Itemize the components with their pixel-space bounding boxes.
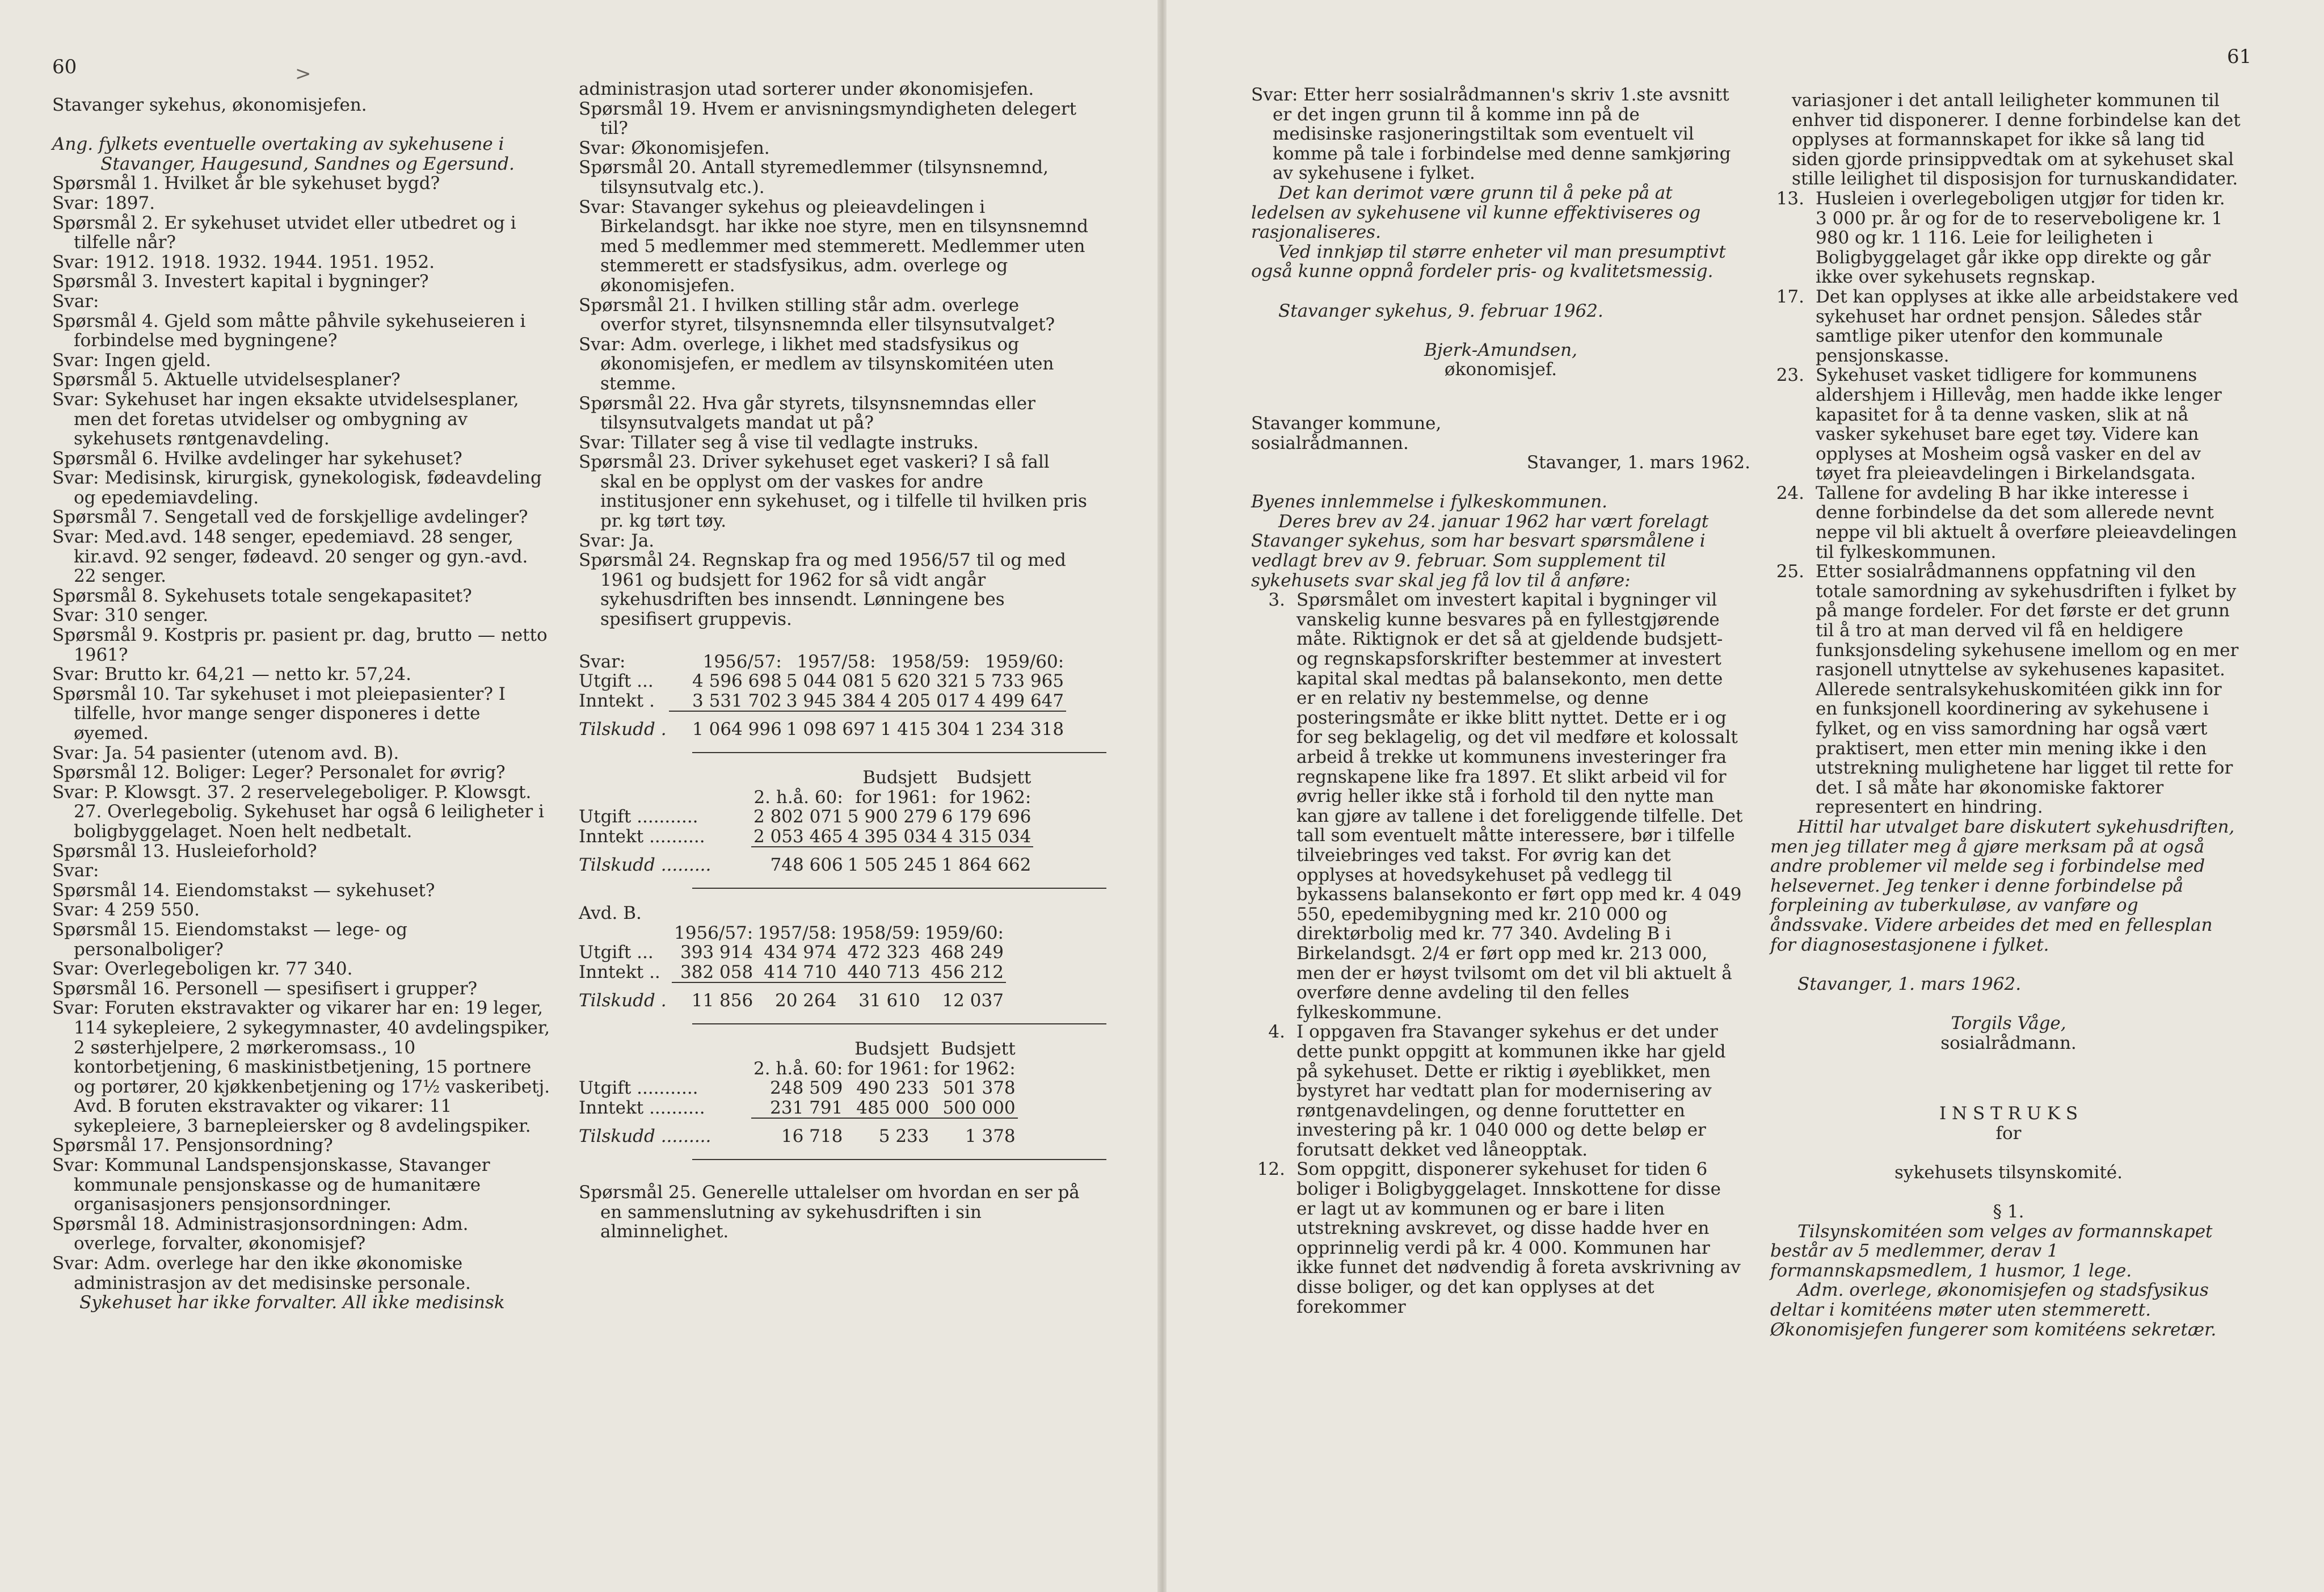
text-paragraph: Svar: P. Klowsgt. 37. 2 reservelegeboliger. P. Klowsgt. 27. Overlegebolig. Sykehuset har også 6 leiligheter i boligbyggelaget. Noen helt nedbetalt. <box>52 782 544 842</box>
col-header: Budsjett <box>854 1038 929 1059</box>
row-label: Utgift ... <box>579 671 654 692</box>
text-paragraph: Spørsmål 3. Investert kapital i bygninger? <box>52 271 429 292</box>
row-label: Utgift ... <box>579 942 654 963</box>
text-paragraph: Sykehuset har ikke forvalter. All ikke medisinsk <box>79 1292 505 1313</box>
spacer <box>1770 955 2247 974</box>
text-paragraph: Spørsmål 22. Hva går styrets, tilsynsnemndas eller tilsynsutvalgets mandat ut på? <box>579 393 1035 434</box>
text-paragraph: Ved innkjøp til større enheter vil man presumptivt også kunne oppnå fordeler pris- og kvalitetsmessig. <box>1251 241 1726 282</box>
paragraph-number: 24. <box>1776 482 1804 503</box>
text-paragraph: Spørsmål 17. Pensjonsordning? <box>52 1135 333 1156</box>
total-label: Tilskudd . <box>579 719 667 740</box>
right-page-column-1 <box>1251 85 1750 1317</box>
cell: 231 791 <box>770 1097 843 1118</box>
paragraph-number: 13. <box>1776 188 1804 209</box>
left-page-column-2 <box>579 79 1106 1242</box>
table-row <box>579 943 1006 963</box>
table-row <box>579 691 1066 712</box>
row-label: Inntekt .. <box>579 962 660 983</box>
text-paragraph: Svar: Brutto kr. 64,21 — netto kr. 57,24. <box>52 664 411 685</box>
text-paragraph: sosialrådmann. <box>1940 1032 2077 1053</box>
spacer <box>1251 321 1750 341</box>
paragraph-number: 3. <box>1268 590 1285 611</box>
row-label: Inntekt .......... <box>579 826 705 847</box>
table-row <box>579 963 1006 983</box>
text-paragraph: økonomisjef. <box>1444 359 1557 380</box>
numbered-paragraph <box>1770 189 2247 287</box>
cell: 5 900 279 <box>847 806 937 827</box>
text-paragraph: Byenes innlemmelse i fylkeskommunen. <box>1251 492 1608 513</box>
text-paragraph: Spørsmål 8. Sykehusets totale sengekapasitet? <box>52 585 472 606</box>
col-header: Budsjett <box>956 767 1032 788</box>
paragraph-text: Det kan opplyses at ikke alle arbeidstakere ved sykehuset har ordnet pensjon. Således står samtlige piker utenfor den kommunale pensjonskasse. <box>1816 286 2239 366</box>
text-paragraph: Svar: Sykehuset har ingen eksakte utvidelsesplaner, men det foretas utvidelser og ombygning av sykehusets røntgenavdeling. <box>52 389 519 450</box>
table-1-col-header: 1958/59: <box>891 651 970 672</box>
spacer <box>1251 380 1750 414</box>
table-1-header-label: Svar: <box>579 651 626 672</box>
cell: 748 606 <box>751 847 845 883</box>
cell: 414 710 <box>764 961 837 982</box>
text-paragraph: Spørsmål 13. Husleieforhold? <box>52 841 317 862</box>
text-paragraph: Svar: Med.avd. 148 senger, epedemiavd. 28 senger, kir.avd. 92 senger, fødeavd. 20 senger og gyn.-avd. 22 senger. <box>52 527 528 587</box>
text-paragraph: Svar: Ja. 54 pasienter (utenom avd. B). <box>52 742 399 763</box>
table-row <box>579 1098 1018 1119</box>
cell: 485 000 <box>856 1097 929 1118</box>
text-paragraph: Spørsmål 16. Personell — spesifisert i grupper? <box>52 978 478 999</box>
table-2-header <box>579 788 1033 808</box>
table-row <box>579 807 1033 827</box>
table-total-row <box>579 1118 1018 1154</box>
paragraph-number: 25. <box>1776 561 1804 582</box>
table-1-header <box>579 652 1066 672</box>
paragraph-text: Husleien i overlegeboligen utgjør for tiden kr. 3 000 pr. år og for de to reserveboligene kr. 1 980 og kr. 1 116. Leie for leiligheten i Boligbyggelaget går ikke opp direkte og går ikke over sykehusets regnskap. <box>1816 188 2225 288</box>
text-paragraph: Spørsmål 18. Administrasjonsordningen: Adm. overlege, forvalter, økonomisjef? <box>52 1213 469 1254</box>
left-page-column-1 <box>52 95 563 1313</box>
table-1-col-header: 1959/60: <box>984 651 1064 672</box>
paragraph-text: Tallene for avdeling B har ikke interesse i denne forbindelse da det som allerede nevnt neppe vil bli aktuelt å overføre pleieavdelingen til fylkeskommunen. <box>1816 482 2237 562</box>
numbered-paragraph <box>1770 484 2247 562</box>
col-header: 1956/57: <box>674 922 753 943</box>
paragraph-number: 12. <box>1257 1159 1285 1180</box>
table-rule <box>692 1159 1106 1160</box>
paragraph-text: Etter sosialrådmannens oppfatning vil den totale samordning av sykehusdriften i fylket by på mange fordeler. For det første er det grunn til å tro at man derved vil få en heldigere funksjonsdeling sykehusene imellom og en mer rasjonell utnyttelse av sykehusenes kapasitet. Allerede sentralsykehuskomitéen gikk inn for en funksjonell koordinering av sykehusene i fylket, og en viss samordning har også vært praktisert, men etter min mening ikke i den utstrekning mulighetene har ligget til rette for det. I så måte har økonomiske faktorer representert en hindring. <box>1816 561 2239 818</box>
cell: 393 914 <box>680 942 753 963</box>
text-paragraph: Stavanger, 1. mars 1962. <box>1526 452 1750 473</box>
cell: 472 323 <box>847 942 920 963</box>
table-4-header-top <box>579 1039 1018 1059</box>
text-paragraph: Spørsmål 19. Hvem er anvisningsmyndigheten delegert til? <box>579 98 1077 139</box>
table-total-row <box>579 711 1066 747</box>
text-paragraph: sosialrådmannen. <box>1251 432 1409 453</box>
row-label: Inntekt . <box>579 691 655 712</box>
table-row <box>579 827 1033 847</box>
cell: 1 064 996 <box>669 711 784 747</box>
paragraph-text: Sykehuset vasket tidligere for kommunens aldershjem i Hillevåg, men hadde ikke lenger kapasitet for å ta denne vasken, slik at nå vasker sykehuset bare eget tøy. Videre kan opplyses at Mosheim også vasker en del av tøyet fra pleieavdelingen i Birkelandsgata. <box>1816 365 2222 484</box>
table-rule <box>692 752 1106 753</box>
text-paragraph: Tilsynskomitéen som velges av formannskapet består av 5 medlemmer, derav 1 formannskapsmedlem, 1 husmor, 1 lege. <box>1770 1221 2213 1281</box>
cell: 5 620 321 <box>880 671 970 692</box>
spacer <box>1251 473 1750 493</box>
text-paragraph: Spørsmål 25. Generelle uttalelser om hvordan en ser på en sammenslutning av sykehusdriften i sin alminnelighet. <box>579 1182 1080 1242</box>
table-1-col-header: 1957/58: <box>797 651 876 672</box>
text-paragraph: Svar: 1897. <box>52 192 155 213</box>
total-label: Tilskudd . <box>579 990 667 1011</box>
table-total-row <box>579 982 1006 1019</box>
text-paragraph: Svar: Foruten ekstravakter og vikarer har en: 19 leger, 114 sykepleiere, 2 sykegymnaster, 40 avdelingspiker, 2 søsterhjelpere, 2 mørkeromsass., 10 kontorbetjening, 6 maskinistbetjening, 15 portnere og portører, 20 kjøkkenbetjening og 17½ vaskeribetj. Avd. B foruten ekstravakter og vikarer: 11 sykepleiere, 3 barnepleiersker og 8 avdelingspiker. <box>52 998 550 1136</box>
col-header: for 1962: <box>949 787 1032 808</box>
cell: 4 395 034 <box>847 826 937 847</box>
cell: 12 037 <box>923 982 1006 1019</box>
text-paragraph: Svar: Stavanger sykehus og pleieavdelingen i Birkelandsgt. har ikke noe styre, men en tilsynsnemnd med 5 medlemmer med stemmerett. Medlemmer uten stemmerett er stadsfysikus, adm. overlege og økonomisjefen. <box>579 196 1088 296</box>
table-row <box>579 1078 1018 1098</box>
cell: 1 415 304 <box>878 711 972 747</box>
cell: 501 378 <box>942 1078 1016 1099</box>
text-paragraph: Spørsmål 12. Boliger: Leger? Personalet for øvrig? <box>52 762 506 783</box>
text-paragraph: Spørsmål 21. I hvilken stilling står adm. overlege overfor styret, tilsynsnemnda eller tilsynsutvalget? <box>579 295 1055 335</box>
col-header: 1958/59: <box>841 922 920 943</box>
text-paragraph: Svar: 310 senger. <box>52 605 209 626</box>
cell: 1 098 697 <box>784 711 878 747</box>
numbered-paragraph <box>1251 1022 1750 1160</box>
text-paragraph: Spørsmål 2. Er sykehuset utvidet eller utbedret og i tilfelle når? <box>52 212 516 253</box>
text-paragraph: Stavanger kommune, <box>1251 413 1442 434</box>
spacer <box>1770 1053 2247 1104</box>
table-rule <box>692 888 1106 889</box>
col-header <box>751 768 845 788</box>
text-paragraph: Svar: Adm. overlege har den ikke økonomiske administrasjon av det medisinske personale. <box>52 1253 471 1293</box>
column-2-text <box>579 79 1106 629</box>
cell: 468 249 <box>931 942 1004 963</box>
finance-table-4 <box>579 1039 1018 1154</box>
text-paragraph: Ang. fylkets eventuelle overtaking av sykehusene i <box>52 134 504 155</box>
total-label: Tilskudd ......... <box>579 1125 711 1146</box>
col-header: Budsjett <box>941 1038 1016 1059</box>
text-paragraph: Svar: Ja. <box>579 530 655 551</box>
total-label: Tilskudd ......... <box>579 854 711 875</box>
text-paragraph: Svar: Økonomisjefen. <box>579 137 770 158</box>
text-paragraph: Det kan derimot være grunn til å peke på at ledelsen av sykehusene vil kunne effektiviseres og rasjonaliseres. <box>1251 182 1701 243</box>
row-label: Utgift ........... <box>579 1078 698 1099</box>
cell: 382 058 <box>680 961 753 982</box>
text-paragraph: I N S T R U K S <box>1939 1103 2078 1124</box>
cell: 11 856 <box>672 982 755 1019</box>
numbered-paragraph <box>1770 366 2247 484</box>
cell: 248 509 <box>770 1078 843 1099</box>
text-paragraph: Spørsmål 1. Hvilket år ble sykehuset bygd? <box>52 173 440 194</box>
col-header: for 1961: <box>847 1058 929 1079</box>
text-paragraph: Spørsmål 7. Sengetall ved de forskjellige avdelinger? <box>52 507 528 528</box>
text-paragraph: Svar: 1912. 1918. 1932. 1944. 1951. 1952. <box>52 251 435 272</box>
table-total-row <box>579 847 1033 883</box>
cell: 440 713 <box>847 961 920 982</box>
col-header: 2. h.å. 60: <box>753 787 843 808</box>
text-paragraph: Spørsmål 4. Gjeld som måtte påhvile sykehuseieren i forbindelse med bygningene? <box>52 310 526 351</box>
cell: 3 945 384 <box>786 690 876 711</box>
right-page-number: 61 <box>2227 45 2252 68</box>
text-paragraph: Stavanger sykehus, økonomisjefen. <box>52 95 367 115</box>
text-paragraph: § 1. <box>1993 1202 2024 1223</box>
cell: 16 718 <box>751 1118 845 1154</box>
text-paragraph: Torgils Våge, <box>1951 1013 2066 1034</box>
text-paragraph: Stavanger sykehus, 9. februar 1962. <box>1278 300 1603 321</box>
numbered-paragraph <box>1251 1160 1750 1317</box>
paragraph-text: Som oppgitt, disponerer sykehuset for tiden 6 boliger i Boligbyggelaget. Innskottene for disse er lagt ut av kommunen og er bare i liten utstrekning avskrevet, og disse hadde hver en opprinnelig verdi på kr. 4 000. Kommunen har ikke funnet det nødvendig å foreta avskrivning av disse boliger, og det kan opplyses at det forekommer <box>1296 1159 1741 1317</box>
paragraph-number: 4. <box>1268 1022 1285 1043</box>
text-paragraph: administrasjon utad sorterer under økonomisjefen. <box>579 79 1034 99</box>
spacer <box>1770 1182 2247 1202</box>
cell: 2 802 071 <box>753 806 843 827</box>
paragraph-number: 17. <box>1776 286 1804 307</box>
numbered-paragraph <box>1251 590 1750 1022</box>
text-paragraph: Svar: <box>52 860 99 881</box>
paragraph-text: Spørsmålet om investert kapital i bygninger vil vanskelig kunne besvares på en fyllestgjørende måte. Riktignok er det så at gjeldende budsjett- og regnskapsforskrifter bestemmer at investert kapital skal medtas på balansekonto, men dette er en relativ ny bestemmelse, og denne posteringsmåte er ikke blitt nyttet. Dette er i og for seg beklagelig, og det vil medføre et kolossalt arbeid å trekke ut kommunens investeringer fra regnskapene like fra 1897. Et slikt arbeid vil for øvrig heller ikke stå i forhold til den nytte man kan gjøre av tallene i det foreliggende tilfelle. Det tall som eventuelt måtte interessere, bør i tilfelle tilveiebringes ved takst. For øvrig kan det opplyses at hovedsykehuset på vedlegg til bykassens balansekonto er ført opp med kr. 4 049 550, epedemibygning med kr. 210 000 og direktørbolig med kr. 77 340. Avdeling B i Birkelandsgt. 2/4 er ført opp med kr. 213 000, men der er høyst tvilsomt om det vil bli aktuelt å overføre denne avdeling til den felles fylkeskommune. <box>1296 590 1743 1023</box>
text-paragraph: Stavanger, 1. mars 1962. <box>1797 973 2022 994</box>
text-paragraph: Spørsmål 6. Hvilke avdelinger har sykehuset? <box>52 448 462 469</box>
table-3-caption: Avd. B. <box>579 902 642 923</box>
row-label: Inntekt .......... <box>579 1098 705 1119</box>
paragraph-number: 23. <box>1776 365 1804 386</box>
text-paragraph: Svar: Etter herr sosialrådmannen's skriv 1.ste avsnitt er det ingen grunn til å komme inn på de medisinske rasjoneringstiltak som eventuelt vil komme på tale i forbindelse med denne samkjøring av sykehusene i fylket. <box>1251 85 1731 184</box>
col-header <box>751 1039 845 1059</box>
cell: 3 531 702 <box>692 690 782 711</box>
text-paragraph: Svar: Overlegeboligen kr. 77 340. <box>52 959 353 980</box>
col-header: Budsjett <box>862 767 937 788</box>
cell: 500 000 <box>942 1097 1016 1118</box>
text-paragraph: Spørsmål 10. Tar sykehuset i mot pleiepasienter? I tilfelle, hvor mange senger disponeres i dette øyemed. <box>52 683 506 744</box>
numbered-paragraph <box>1770 562 2247 817</box>
cell: 1 234 318 <box>972 711 1066 747</box>
finance-table-3 <box>579 923 1006 1019</box>
text-paragraph: Svar: <box>52 291 99 312</box>
cell: 4 596 698 <box>692 671 782 692</box>
text-paragraph: Svar: Medisinsk, kirurgisk, gynekologisk, fødeavdeling og epedemiavdeling. <box>52 468 542 508</box>
text-paragraph: Adm. overlege, økonomisjefen og stadsfysikus deltar i komitéens møter uten stemmerett. Økonomisjefen fungerer som komitéens sekretær. <box>1770 1280 2217 1340</box>
text-paragraph: Stavanger, Haugesund, Sandnes og Egersund. <box>100 153 515 174</box>
text-paragraph: Spørsmål 5. Aktuelle utvidelsesplaner? <box>52 369 401 390</box>
table-1-col-header: 1956/57: <box>702 651 782 672</box>
cell: 456 212 <box>931 961 1004 982</box>
text-paragraph: Svar: Ingen gjeld. <box>52 350 211 371</box>
col-header: 1959/60: <box>924 922 1004 943</box>
table-rule <box>692 1023 1106 1024</box>
cell: 5 044 081 <box>786 671 876 692</box>
cell: 20 264 <box>755 982 839 1019</box>
text-paragraph: Svar: Kommunal Landspensjonskasse, Stavanger kommunale pensjonskasse og de humanitære organisasjoners pensjonsordninger. <box>52 1155 490 1215</box>
book-fold <box>1157 0 1167 1592</box>
pencil-mark: > <box>295 62 311 85</box>
text-paragraph: Spørsmål 9. Kostpris pr. pasient pr. dag, brutto — netto 1961? <box>52 625 548 665</box>
text-paragraph: Bjerk-Amundsen, <box>1424 339 1577 360</box>
paragraph-text: I oppgaven fra Stavanger sykehus er det under dette punkt oppgitt at kommunen ikke har gjeld på sykehuset. Dette er riktig i øyeblikket, men bystyret har vedtatt plan for modernisering av røntgenavdelingen, og denne foruttetter en investering på kr. 1 040 000 og dette beløp er forutsatt dekket ved låneopptak. <box>1296 1022 1726 1160</box>
table-4-header <box>579 1059 1018 1079</box>
col-header: for 1961: <box>855 787 937 808</box>
spacer <box>1770 994 2247 1014</box>
cell: 2 053 465 <box>753 826 843 847</box>
col-header: 2. h.å. 60: <box>753 1058 843 1079</box>
spacer <box>1251 282 1750 301</box>
text-paragraph: Spørsmål 24. Regnskap fra og med 1956/57 til og med 1961 og budsjett for 1962 for så vidt angår sykehusdriften bes innsendt. Lønningene bes spesifisert gruppevis. <box>579 550 1066 630</box>
text-paragraph: Spørsmål 20. Antall styremedlemmer (tilsynsnemnd, tilsynsutvalg etc.). <box>579 157 1049 198</box>
spacer <box>1770 1143 2247 1163</box>
text-paragraph: Spørsmål 15. Eiendomstakst — lege- og personalboliger? <box>52 919 408 960</box>
text-paragraph: sykehusets tilsynskomité. <box>1894 1162 2123 1183</box>
column-2-text-end <box>579 1183 1106 1242</box>
right-page-column-2 <box>1770 91 2247 1339</box>
left-page-number: 60 <box>52 56 77 78</box>
text-paragraph: Spørsmål 14. Eiendomstakst — sykehuset? <box>52 880 435 901</box>
spacer <box>52 115 563 135</box>
table-3-header <box>579 923 1006 943</box>
text-paragraph: Hittil har utvalget bare diskutert sykehusdriften, men jeg tillater meg å gjøre merksam på at også andre problemer vil melde seg i forbindelse med helsevernet. Jeg tenker i denne forbindelse på forpleining av tuberkuløse, av vanføre og åndssvake. Videre arbeides det med en fellesplan for diagnosestasjonene i fylket. <box>1770 816 2235 955</box>
text-paragraph: variasjoner i det antall leiligheter kommunen til enhver tid disponerer. I denne forbindelse kan det opplyses at formannskapet for ikke så lang tid siden gjorde prinsippvedtak om at sykehuset skal stille leilighet til disposisjon for turnuskandidater. <box>1792 90 2241 190</box>
finance-table-1 <box>579 652 1066 747</box>
cell: 6 179 696 <box>941 806 1032 827</box>
cell: 4 205 017 <box>880 690 970 711</box>
table-2-header-top <box>579 768 1033 788</box>
cell: 31 610 <box>839 982 922 1019</box>
cell: 5 233 <box>845 1118 931 1154</box>
cell: 4 499 647 <box>974 690 1064 711</box>
cell: 434 974 <box>764 942 837 963</box>
text-paragraph: Svar: Adm. overlege, i likhet med stadsfysikus og økonomisjefen, er medlem av tilsynskomitéen uten stemme. <box>579 334 1054 394</box>
text-paragraph: Spørsmål 23. Driver sykehuset eget vaskeri? I så fall skal en be opplyst om der vaskes for andre institusjoner enn sykehuset, og i tilfelle til hvilken pris pr. kg tørt tøy. <box>579 452 1087 532</box>
cell: 5 733 965 <box>974 671 1064 692</box>
cell: 1 864 662 <box>940 847 1034 883</box>
row-label: Utgift ........... <box>579 806 698 827</box>
cell: 490 233 <box>856 1078 929 1099</box>
cell: 1 505 245 <box>845 847 940 883</box>
text-paragraph: Deres brev av 24. januar 1962 har vært forelagt Stavanger sykehus, som har besvart spørsmålene i vedlagt brev av 9. februar. Som supplement til sykehusets svar skal jeg få lov til å anføre: <box>1251 511 1709 591</box>
col-header: 1957/58: <box>757 922 837 943</box>
table-row <box>579 671 1066 691</box>
col-header: for 1962: <box>933 1058 1016 1079</box>
numbered-paragraph <box>1770 287 2247 366</box>
finance-table-2 <box>579 768 1033 883</box>
text-paragraph: Svar: Tillater seg å vise til vedlagte instruks. <box>579 432 979 453</box>
text-paragraph: Svar: 4 259 550. <box>52 900 200 921</box>
text-paragraph: for <box>1995 1123 2022 1144</box>
cell: 1 378 <box>932 1118 1018 1154</box>
cell: 4 315 034 <box>941 826 1032 847</box>
